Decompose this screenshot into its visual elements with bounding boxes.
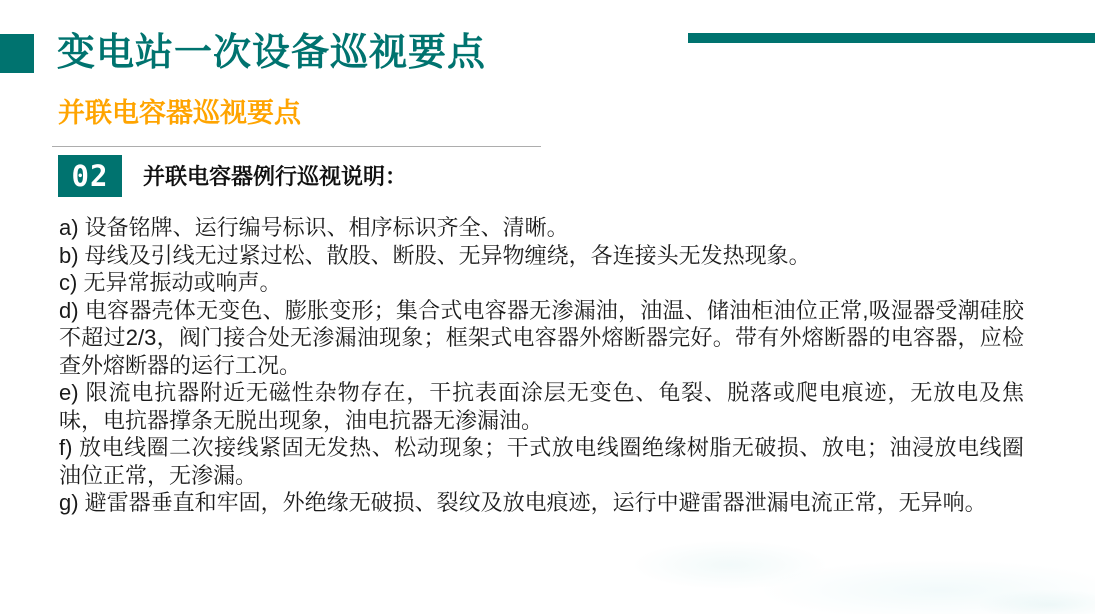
watermark-decoration xyxy=(630,540,830,590)
list-item-c: c) 无异常振动或响声。 xyxy=(59,270,282,295)
inspection-items-list xyxy=(59,214,1024,517)
list-item-a: a) 设备铭牌、运行编号标识、相序标识齐全、清晰。 xyxy=(59,215,569,240)
list-item-g: g) 避雷器垂直和牢固，外绝缘无破损、裂纹及放电痕迹，运行中避雷器泄漏电流正常，无异响。 xyxy=(59,490,987,515)
header-accent-bar xyxy=(688,33,1095,43)
watermark-decoration xyxy=(760,560,1095,614)
section-number-badge: 02 xyxy=(58,155,122,197)
section-heading: 并联电容器例行巡视说明： xyxy=(143,164,408,189)
title-accent-square xyxy=(0,34,34,73)
list-item-b: b) 母线及引线无过紧过松、散股、断股、无异物缠绕，各连接头无发热现象。 xyxy=(59,242,811,268)
page-title: 变电站一次设备巡视要点 xyxy=(57,32,487,74)
divider-line xyxy=(52,146,541,147)
watermark-decoration xyxy=(980,590,1095,614)
list-item-f: f) 放电线圈二次接线紧固无发热、松动现象；干式放电线圈绝缘树脂无破损、放电；油浸放电线圈油位正常，无渗漏。 xyxy=(59,435,1024,488)
list-item-e: e) 限流电抗器附近无磁性杂物存在，干抗表面涂层无变色、龟裂、脱落或爬电痕迹，无放电及焦味，电抗器撑条无脱出现象，油电抗器无渗漏油。 xyxy=(59,380,1024,433)
section-subtitle: 并联电容器巡视要点 xyxy=(58,98,301,128)
list-item-d: d) 电容器壳体无变色、膨胀变形；集合式电容器无渗漏油，油温、储油柜油位正常,吸湿器受潮硅胶不超过2/3，阀门接合处无渗漏油现象；框架式电容器外熔断器完好。带有外熔断器的电容器，应检查外熔断器的运行工况。 xyxy=(59,297,1024,378)
